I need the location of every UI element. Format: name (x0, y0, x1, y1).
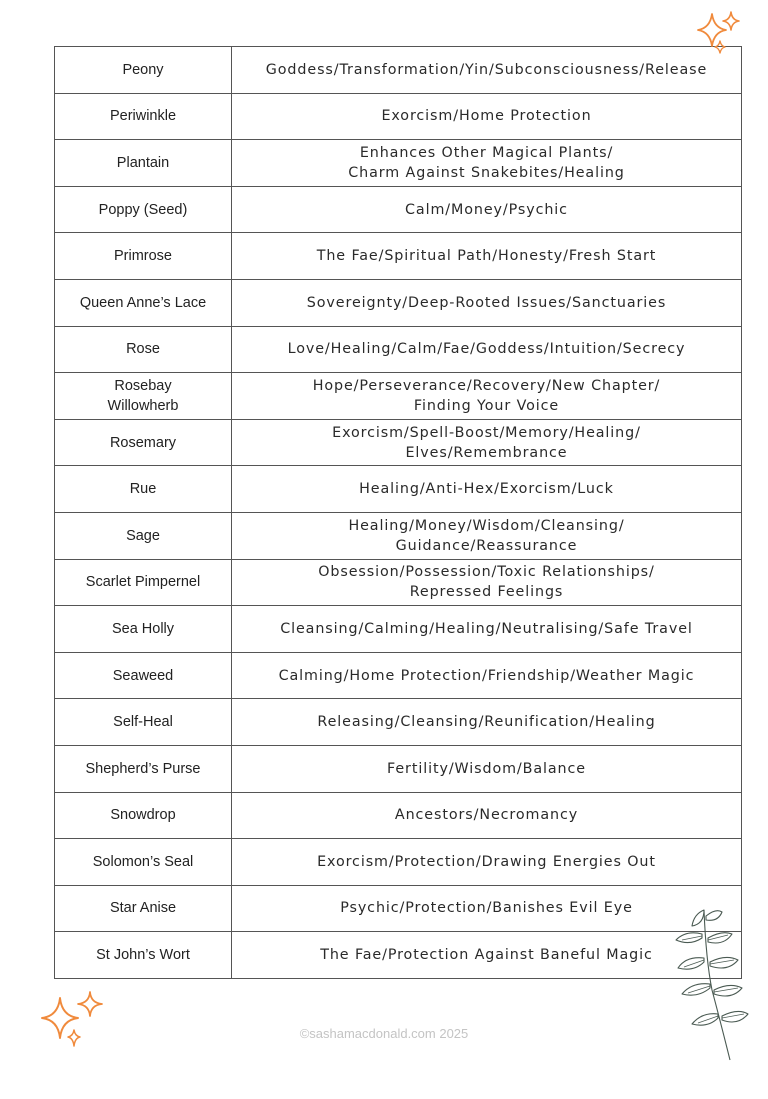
herb-uses: Releasing/Cleansing/Reunification/Healing (317, 714, 656, 731)
herb-name: Primrose (113, 248, 172, 265)
herb-name-cell (55, 47, 232, 94)
herb-name-cell (55, 233, 232, 280)
table-row (55, 233, 742, 280)
herb-name: Self-Heal (113, 714, 173, 731)
herb-uses: Healing/Anti-Hex/Exorcism/Luck (359, 481, 614, 498)
herb-uses: Enhances Other Magical Plants/ (359, 144, 614, 161)
herb-uses: Repressed Feelings (409, 584, 564, 601)
herb-name-cell (55, 373, 232, 420)
herb-name-cell (55, 466, 232, 513)
herb-uses-cell (232, 652, 742, 699)
table-row (55, 466, 742, 513)
herb-name-cell (55, 279, 232, 326)
table-row (55, 839, 742, 886)
herb-name: Sage (126, 527, 160, 544)
herb-uses: Goddess/Transformation/Yin/Subconsciousness/Release (265, 61, 708, 78)
herb-uses: Exorcism/Home Protection (381, 108, 592, 125)
herb-uses: The Fae/Spiritual Path/Honesty/Fresh Start (316, 248, 657, 265)
herb-name-cell (55, 885, 232, 932)
herb-name-cell (55, 652, 232, 699)
herb-uses: The Fae/Protection Against Baneful Magic (320, 947, 653, 964)
herb-name-cell (55, 699, 232, 746)
herb-uses: Fertility/Wisdom/Balance (387, 760, 586, 777)
herb-name: Queen Anne’s Lace (79, 294, 207, 311)
herb-name: Solomon’s Seal (92, 853, 194, 870)
table-row (55, 140, 742, 187)
table-row (55, 652, 742, 699)
herb-name: Shepherd’s Purse (85, 760, 201, 777)
herb-uses: Hope/Perseverance/Recovery/New Chapter/ (312, 377, 661, 394)
herb-table (54, 46, 742, 979)
herb-name: Scarlet Pimpernel (85, 574, 201, 591)
herb-name: Poppy (Seed) (98, 201, 188, 218)
leafy-branch-icon (664, 900, 754, 1065)
herb-uses: Cleansing/Calming/Healing/Neutralising/Safe Travel (280, 620, 693, 637)
sparkle-icon-top-right (692, 8, 744, 56)
table-row (55, 279, 742, 326)
table-row (55, 373, 742, 420)
herb-uses: Exorcism/Protection/Drawing Energies Out (317, 853, 656, 870)
herb-uses: Elves/Remembrance (405, 444, 568, 461)
copyright-footer: ©sashamacdonald.com 2025 (299, 1026, 469, 1041)
herb-uses: Exorcism/Spell-Boost/Memory/Healing/ (332, 424, 641, 441)
herb-uses-cell (232, 559, 742, 606)
herb-uses: Psychic/Protection/Banishes Evil Eye (340, 900, 633, 917)
table-row (55, 932, 742, 979)
table-row (55, 47, 742, 94)
herb-uses: Calming/Home Protection/Friendship/Weather Magic (278, 667, 695, 684)
herb-uses: Guidance/Reassurance (395, 537, 578, 554)
herb-name-cell (55, 606, 232, 653)
herb-uses: Love/Healing/Calm/Fae/Goddess/Intuition/Secrecy (287, 341, 686, 358)
herb-name: Rue (129, 481, 157, 498)
herb-uses-cell (232, 792, 742, 839)
herb-name-cell (55, 932, 232, 979)
table-row (55, 792, 742, 839)
herb-name: Star Anise (109, 900, 177, 917)
table-row (55, 606, 742, 653)
table-row (55, 93, 742, 140)
herb-uses-cell (232, 140, 742, 187)
table-row (55, 512, 742, 559)
herb-uses-cell (232, 279, 742, 326)
herb-uses-cell (232, 839, 742, 886)
herb-name: St John’s Wort (96, 947, 190, 964)
herb-uses-cell (232, 745, 742, 792)
herb-uses-cell (232, 47, 742, 94)
herb-uses-cell (232, 326, 742, 373)
table-row (55, 186, 742, 233)
herb-name: Sea Holly (111, 620, 175, 637)
herb-uses: Sovereignty/Deep-Rooted Issues/Sanctuaries (306, 294, 667, 311)
herb-name-cell (55, 186, 232, 233)
herb-name: Plantain (116, 154, 170, 171)
herb-uses: Ancestors/Necromancy (394, 807, 579, 824)
table-row (55, 885, 742, 932)
table-row (55, 745, 742, 792)
herb-name: Rose (126, 341, 160, 358)
herb-uses: Charm Against Snakebites/Healing (348, 164, 625, 181)
table-row (55, 419, 742, 466)
herb-uses-cell (232, 606, 742, 653)
herb-uses-cell (232, 419, 742, 466)
herb-name-cell (55, 93, 232, 140)
herb-uses: Obsession/Possession/Toxic Relationships/ (318, 564, 655, 581)
herb-name-cell (55, 792, 232, 839)
herb-uses-cell (232, 512, 742, 559)
herb-uses-cell (232, 233, 742, 280)
herb-name-cell (55, 140, 232, 187)
herb-name-cell (55, 559, 232, 606)
herb-uses-cell (232, 466, 742, 513)
herb-name: Rosebay (114, 377, 172, 394)
herb-name-cell (55, 839, 232, 886)
table-row (55, 326, 742, 373)
herb-name-cell (55, 745, 232, 792)
herb-uses: Calm/Money/Psychic (405, 201, 568, 218)
herb-name-cell (55, 326, 232, 373)
herb-uses: Finding Your Voice (413, 397, 560, 414)
herb-uses-cell (232, 186, 742, 233)
herb-name: Snowdrop (110, 807, 176, 824)
sparkle-icon-bottom-left (38, 990, 110, 1052)
herb-uses-cell (232, 699, 742, 746)
herb-name: Rosemary (109, 434, 177, 451)
herb-name: Seaweed (112, 667, 174, 684)
table-row (55, 699, 742, 746)
herb-uses-cell (232, 93, 742, 140)
herb-name: Peony (122, 61, 164, 78)
herb-name-cell (55, 512, 232, 559)
herb-name-cell (55, 419, 232, 466)
herb-uses-cell (232, 373, 742, 420)
herb-uses: Healing/Money/Wisdom/Cleansing/ (348, 517, 625, 534)
herb-name: Willowherb (107, 397, 179, 414)
herb-name: Periwinkle (109, 108, 177, 125)
table-row (55, 559, 742, 606)
herb-rows (55, 47, 742, 979)
